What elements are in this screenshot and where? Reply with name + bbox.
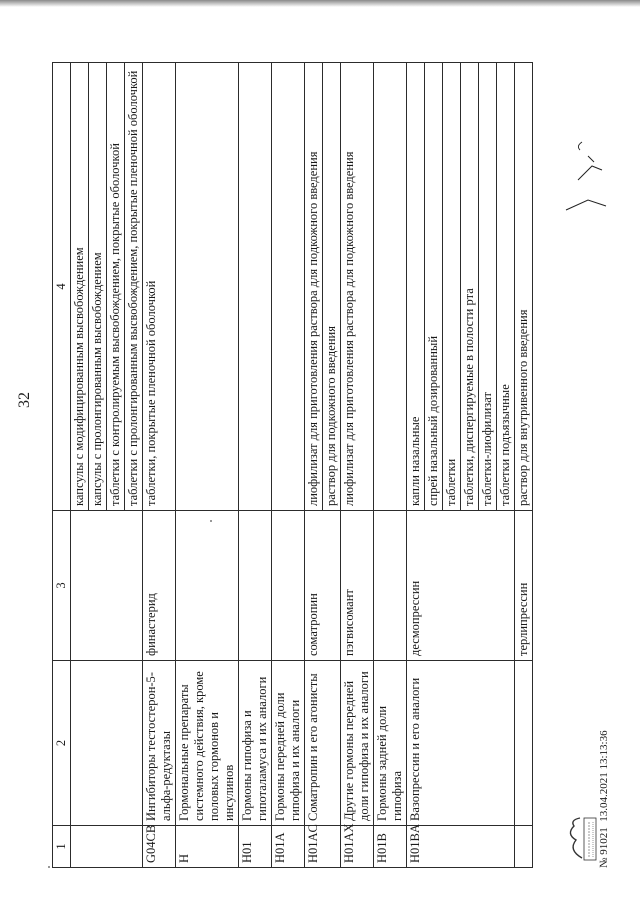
group-name-cell: Гормоны передней доли гипофиза и их аналоги <box>272 661 305 826</box>
drug-table <box>52 62 533 868</box>
column-header: 4 <box>53 63 71 511</box>
atc-code-cell <box>515 826 533 868</box>
substance-cell: соматропин <box>305 511 341 661</box>
group-name-cell: Гормоны задней доли гипофиза <box>374 661 407 826</box>
table-row <box>305 63 323 868</box>
dosage-form-cell: капсулы с модифицированным высвобождением <box>71 63 89 511</box>
group-name-cell: Ингибиторы тестостерон-5-альфа-редуктазы <box>143 661 176 826</box>
group-name-cell <box>515 661 533 826</box>
atc-code-cell <box>71 826 143 868</box>
doc-datetime: 13.04.2021 13:13:36 <box>598 730 610 822</box>
group-name-cell: Соматропин и его агонисты <box>305 661 341 826</box>
dosage-form-cell: раствор для подкожного введения <box>323 63 341 511</box>
handwritten-signature <box>558 100 618 220</box>
atc-code-cell: H <box>176 826 239 868</box>
dosage-form-cell: таблетки подъязычные <box>497 63 515 511</box>
dosage-form-cell: таблетки, диспергируемые в полости рта <box>461 63 479 511</box>
substance-cell <box>176 511 239 661</box>
atc-code-cell: G04CB <box>143 826 176 868</box>
dosage-form-cell <box>272 63 305 511</box>
substance-cell <box>239 511 272 661</box>
group-name-cell: Гормоны гипофиза и гипоталамуса и их аналоги <box>239 661 272 826</box>
table-row <box>515 63 533 868</box>
dosage-form-cell: таблетки <box>443 63 461 511</box>
page-number: 32 <box>16 392 33 408</box>
group-name-cell: Вазопрессин и его аналоги <box>407 661 515 826</box>
scan-top-edge <box>0 0 640 7</box>
dosage-form-cell <box>239 63 272 511</box>
substance-cell: десмопрессин <box>407 511 515 661</box>
substance-cell <box>272 511 305 661</box>
column-header: 3 <box>53 511 71 661</box>
substance-cell <box>374 511 407 661</box>
table-row <box>143 63 176 868</box>
footer-line <box>598 730 611 868</box>
atc-code-cell: H01AX <box>341 826 374 868</box>
substance-cell: пэгвисомант <box>341 511 374 661</box>
dosage-form-cell: таблетки с пролонгированным высвобождением, покрытые пленочной оболочкой <box>125 63 143 511</box>
group-name-cell <box>71 661 143 826</box>
group-name-cell: Гормональные препараты системного действия, кроме половых гормонов и инсулинов <box>176 661 239 826</box>
atc-code-cell: H01AC <box>305 826 341 868</box>
atc-code-cell: H01 <box>239 826 272 868</box>
column-header: 2 <box>53 661 71 826</box>
table-row <box>374 63 407 868</box>
atc-code-cell: H01B <box>374 826 407 868</box>
atc-code-cell: H01A <box>272 826 305 868</box>
table-row <box>239 63 272 868</box>
table-row <box>407 63 425 868</box>
atc-code-cell: H01BA <box>407 826 515 868</box>
dosage-form-cell: раствор для внутривенного введения <box>515 63 533 511</box>
dosage-form-cell: лиофилизат для приготовления раствора для подкожного введения <box>341 63 374 511</box>
dosage-form-cell: лиофилизат для приготовления раствора для подкожного введения <box>305 63 323 511</box>
dosage-form-cell: таблетки с контролируемым высвобождением, покрытые оболочкой <box>107 63 125 511</box>
doc-number: № 91021 <box>598 827 610 868</box>
table-row <box>341 63 374 868</box>
dosage-form-cell: спрей назальный дозированный <box>425 63 443 511</box>
stamp-logo-icon <box>560 814 600 864</box>
dosage-form-cell: таблетки, покрытые пленочной оболочкой <box>143 63 176 511</box>
table-row <box>272 63 305 868</box>
dosage-form-cell <box>176 63 239 511</box>
dosage-form-cell: таблетки-лиофилизат <box>479 63 497 511</box>
rotated-page <box>12 20 632 880</box>
column-header: 1 <box>53 826 71 868</box>
substance-cell <box>71 511 143 661</box>
group-name-cell: Другие гормоны передней доли гипофиза и их аналоги <box>341 661 374 826</box>
substance-cell: финастерид <box>143 511 176 661</box>
table-header-row <box>53 63 71 868</box>
table-row <box>71 63 89 868</box>
dosage-form-cell: капсулы с пролонгированным высвобождением <box>89 63 107 511</box>
dosage-form-cell: капли назальные <box>407 63 425 511</box>
table-row <box>176 63 239 868</box>
substance-cell: терлипрессин <box>515 511 533 661</box>
dosage-form-cell <box>374 63 407 511</box>
